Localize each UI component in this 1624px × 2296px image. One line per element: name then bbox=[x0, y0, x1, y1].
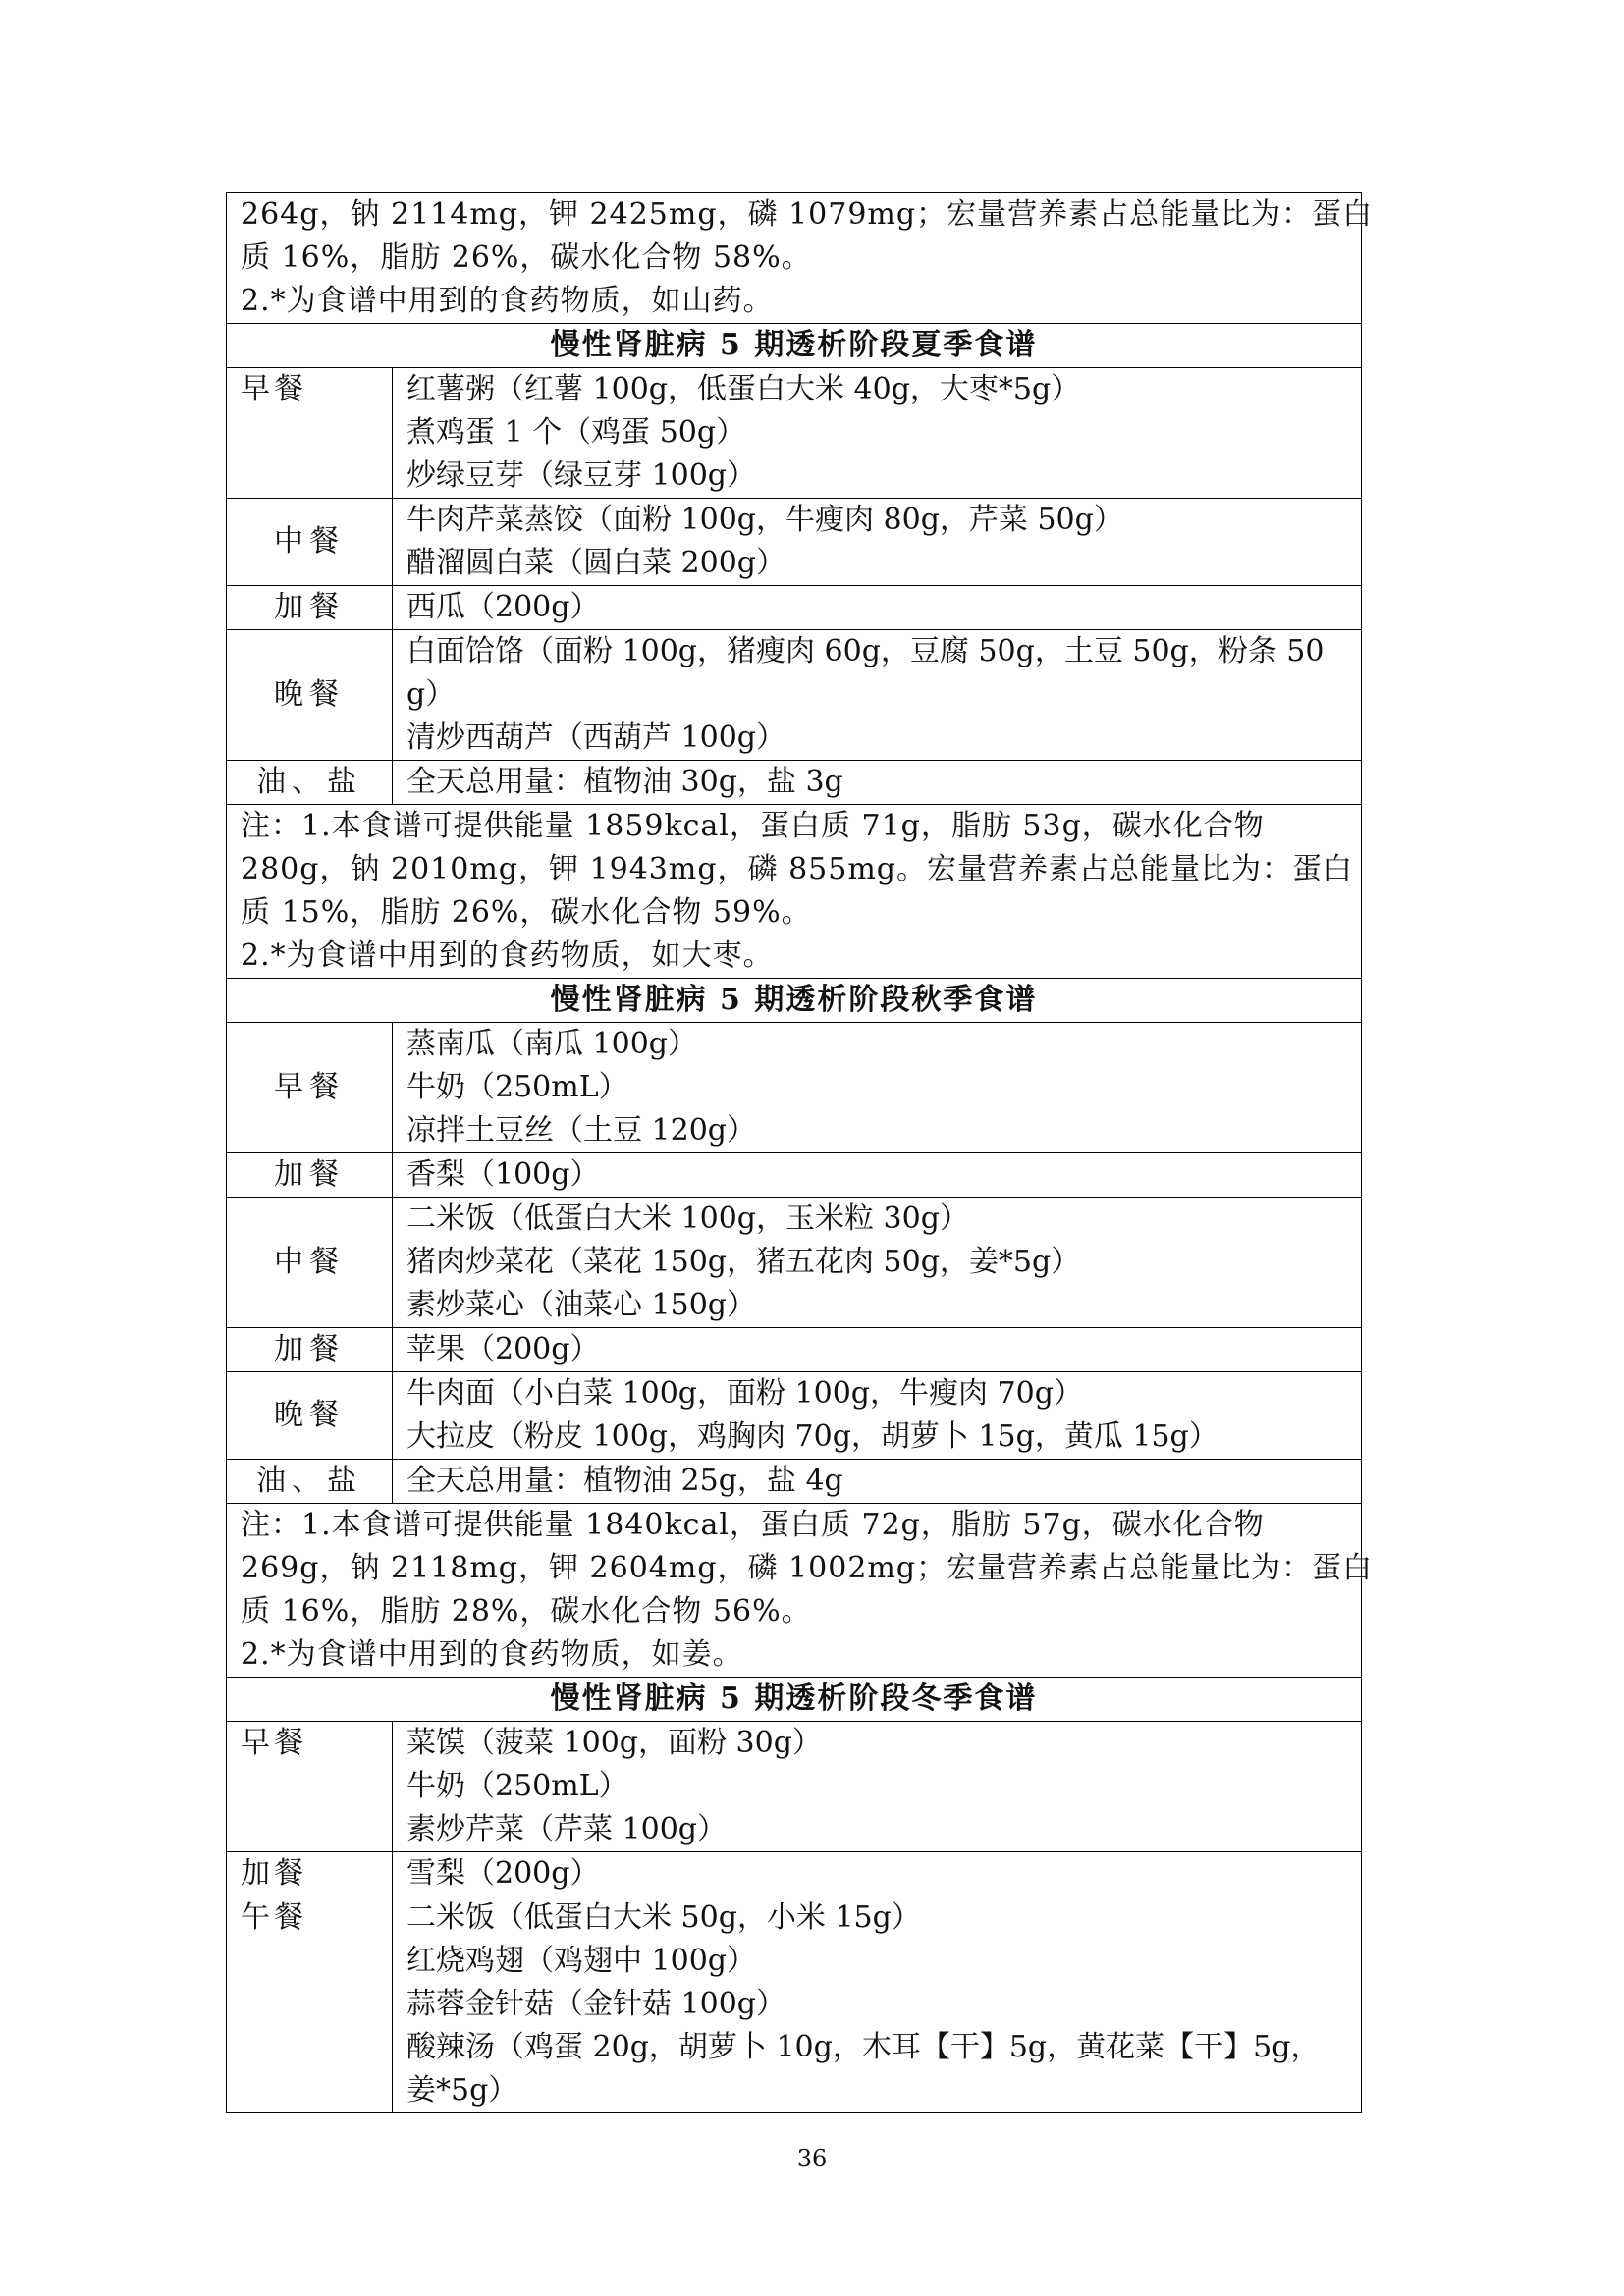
table-row bbox=[227, 368, 1362, 499]
meal-name: 晚餐 bbox=[227, 1372, 393, 1460]
meal-items bbox=[393, 1460, 1362, 1504]
table-row bbox=[227, 761, 1362, 805]
dish-item: 白面饸饹（面粉 100g，猪瘦肉 60g，豆腐 50g，土豆 50g，粉条 50g） bbox=[406, 634, 1325, 712]
dish-item: 煮鸡蛋 1 个（鸡蛋 50g） bbox=[406, 415, 746, 450]
dish-item: 醋溜圆白菜（圆白菜 200g） bbox=[406, 546, 786, 580]
meal-name: 中餐 bbox=[227, 1198, 393, 1328]
summer-title-row bbox=[227, 324, 1362, 368]
table-row bbox=[227, 1153, 1362, 1198]
table-row bbox=[227, 586, 1362, 630]
table-row bbox=[227, 499, 1362, 586]
dish-item: 红烧鸡翅（鸡翅中 100g） bbox=[406, 1944, 757, 1978]
meal-name: 早餐 bbox=[227, 1023, 393, 1153]
dish-item: 全天总用量：植物油 30g，盐 3g bbox=[406, 765, 843, 799]
autumn-title: 慢性肾脏病 5 期透析阶段秋季食谱 bbox=[227, 979, 1362, 1023]
dish-item: 素炒菜心（油菜心 150g） bbox=[406, 1288, 757, 1322]
dish-item: 蒸南瓜（南瓜 100g） bbox=[406, 1027, 698, 1061]
table-row bbox=[227, 1023, 1362, 1153]
dish-item: 素炒芹菜（芹菜 100g） bbox=[406, 1812, 728, 1846]
summer-note-row bbox=[227, 805, 1362, 979]
dish-item: 雪梨（200g） bbox=[406, 1856, 600, 1891]
dish-item: 凉拌土豆丝（土豆 120g） bbox=[406, 1113, 757, 1148]
autumn-title-row bbox=[227, 979, 1362, 1023]
dish-item: 红薯粥（红薯 100g，低蛋白大米 40g，大枣*5g） bbox=[406, 372, 1081, 406]
dish-item: 菜馍（菠菜 100g，面粉 30g） bbox=[406, 1726, 822, 1760]
dish-item: 蒜蓉金针菇（金针菇 100g） bbox=[406, 1987, 786, 2021]
note-line: 2.*为食谱中用到的食药物质，如姜。 bbox=[241, 1637, 743, 1672]
note-line: 注：1.本食谱可提供能量 1859kcal，蛋白质 71g，脂肪 53g，碳水化合物 bbox=[241, 809, 1265, 843]
meal-items bbox=[393, 1852, 1362, 1896]
meal-items bbox=[393, 1153, 1362, 1198]
dish-item: 大拉皮（粉皮 100g，鸡胸肉 70g，胡萝卜 15g，黄瓜 15g） bbox=[406, 1419, 1218, 1454]
meal-name: 加餐 bbox=[227, 1328, 393, 1372]
meal-name: 加餐 bbox=[227, 1852, 393, 1896]
dish-item: 牛奶（250mL） bbox=[406, 1769, 628, 1803]
table-row bbox=[227, 630, 1362, 761]
dish-item: 二米饭（低蛋白大米 50g，小米 15g） bbox=[406, 1900, 921, 1935]
meal-name: 油、盐 bbox=[227, 761, 393, 805]
dish-item: 西瓜（200g） bbox=[406, 590, 600, 624]
note-line: 质 15%，脂肪 26%，碳水化合物 59%。 bbox=[241, 895, 812, 930]
dish-item: 牛肉面（小白菜 100g，面粉 100g，牛瘦肉 70g） bbox=[406, 1376, 1083, 1411]
dish-item: 苹果（200g） bbox=[406, 1332, 600, 1366]
meal-name: 加餐 bbox=[227, 1153, 393, 1198]
meal-name: 油、盐 bbox=[227, 1460, 393, 1504]
meal-name: 中餐 bbox=[227, 499, 393, 586]
meal-name: 加餐 bbox=[227, 586, 393, 630]
winter-title-row bbox=[227, 1678, 1362, 1722]
note-line: 264g，钠 2114mg，钾 2425mg，磷 1079mg；宏量营养素占总能量比为：蛋白 bbox=[241, 197, 1374, 232]
autumn-note bbox=[227, 1504, 1374, 1678]
meal-items bbox=[393, 761, 1362, 805]
summer-title: 慢性肾脏病 5 期透析阶段夏季食谱 bbox=[227, 324, 1362, 368]
meal-name: 午餐 bbox=[227, 1896, 393, 2113]
meal-items bbox=[393, 368, 1362, 499]
meal-items bbox=[393, 630, 1362, 761]
table-row bbox=[227, 1722, 1362, 1852]
winter-title: 慢性肾脏病 5 期透析阶段冬季食谱 bbox=[227, 1678, 1362, 1722]
table-row bbox=[227, 1460, 1362, 1504]
note-line: 2.*为食谱中用到的食药物质，如山药。 bbox=[241, 284, 774, 318]
table-row bbox=[227, 1198, 1362, 1328]
menu-table bbox=[226, 192, 1374, 2113]
meal-items bbox=[393, 1896, 1362, 2113]
dish-item: 炒绿豆芽（绿豆芽 100g） bbox=[406, 458, 757, 493]
top-note bbox=[227, 193, 1374, 324]
meal-name: 早餐 bbox=[227, 368, 393, 499]
meal-items bbox=[393, 586, 1362, 630]
table-row bbox=[227, 1852, 1362, 1896]
meal-items bbox=[393, 1722, 1362, 1852]
summer-note bbox=[227, 805, 1362, 979]
autumn-note-row bbox=[227, 1504, 1362, 1678]
table-row bbox=[227, 1372, 1362, 1460]
meal-name: 早餐 bbox=[227, 1722, 393, 1852]
dish-item: 香梨（100g） bbox=[406, 1157, 600, 1192]
table-row bbox=[227, 1896, 1362, 2113]
top-note-row bbox=[227, 193, 1362, 324]
note-line: 2.*为食谱中用到的食药物质，如大枣。 bbox=[241, 938, 774, 973]
note-line: 280g，钠 2010mg，钾 1943mg，磷 855mg。宏量营养素占总能量比为：蛋白 bbox=[241, 852, 1353, 886]
meal-items bbox=[393, 1328, 1362, 1372]
table-row bbox=[227, 1328, 1362, 1372]
note-line: 269g，钠 2118mg，钾 2604mg，磷 1002mg；宏量营养素占总能量比为：蛋白 bbox=[241, 1551, 1374, 1585]
dish-item: 清炒西葫芦（西葫芦 100g） bbox=[406, 721, 786, 755]
note-line: 注：1.本食谱可提供能量 1840kcal，蛋白质 72g，脂肪 57g，碳水化合物 bbox=[241, 1508, 1265, 1542]
meal-items bbox=[393, 1023, 1362, 1153]
note-line: 质 16%，脂肪 26%，碳水化合物 58%。 bbox=[241, 240, 812, 275]
meal-items bbox=[393, 1198, 1362, 1328]
meal-name: 晚餐 bbox=[227, 630, 393, 761]
page-number: 36 bbox=[796, 2145, 828, 2172]
meal-items bbox=[393, 499, 1362, 586]
dish-item: 牛肉芹菜蒸饺（面粉 100g，牛瘦肉 80g，芹菜 50g） bbox=[406, 503, 1123, 537]
note-line: 质 16%，脂肪 28%，碳水化合物 56%。 bbox=[241, 1594, 812, 1629]
dish-item: 猪肉炒菜花（菜花 150g，猪五花肉 50g，姜*5g） bbox=[406, 1245, 1081, 1279]
dish-item: 全天总用量：植物油 25g，盐 4g bbox=[406, 1464, 843, 1498]
meal-items bbox=[393, 1372, 1362, 1460]
dish-item: 酸辣汤（鸡蛋 20g，胡萝卜 10g，木耳【干】5g，黄花菜【干】5g，姜*5g） bbox=[406, 2030, 1321, 2108]
dish-item: 二米饭（低蛋白大米 100g，玉米粒 30g） bbox=[406, 1201, 969, 1236]
dish-item: 牛奶（250mL） bbox=[406, 1070, 628, 1104]
